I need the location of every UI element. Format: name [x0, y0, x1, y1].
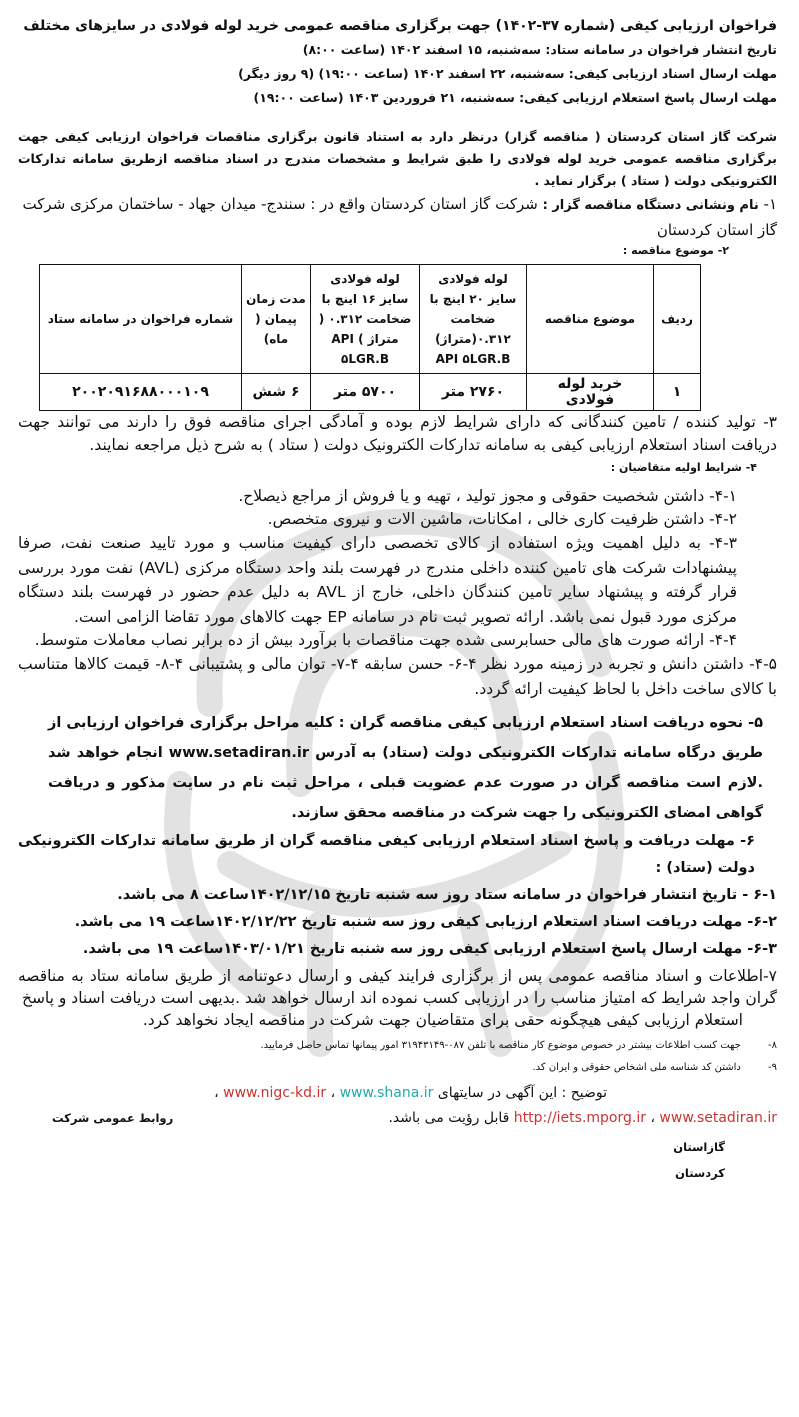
note-prefix: توضیح : این آگهی در سایتهای	[437, 1085, 607, 1101]
section-9-text: داشتن کد شناسه ملی اشخاص حقوقی و ایران کد.	[532, 1062, 741, 1073]
section-1-label: نام ونشانی دستگاه مناقصه گزار :	[542, 198, 759, 213]
section-1-number: ۱-	[763, 195, 777, 213]
list-item: ۴-۱- داشتن شخصیت حقوقی و مجوز تولید ، تهیه و یا فروش از مراجع ذیصلاح.	[238, 487, 737, 505]
intro-paragraph: شرکت گاز استان کردستان ( مناقصه گزار) درنظر دارد به استناد قانون برگزاری مناقصات فراخوان ارزیابی کیفی جهت برگزاری مناقصه عمومی خرید لوله فولادی را طبق شرایط و مشخصات مندرج در اسناد مناقصه ازطریق سامانه تدارکات الکترونیکی دولت ( ستاد ) برگزار نماید .	[18, 129, 777, 188]
section-6	[18, 828, 777, 963]
section-6-text: مهلت دریافت و پاسخ اسناد استعلام ارزیابی کیفی مناقصه گران از طریق سامانه تدارکات الکترونیکی دولت (ستاد) :	[18, 833, 755, 876]
separator: ،	[650, 1110, 655, 1126]
link-nigc-kd[interactable]: www.nigc-kd.ir	[223, 1085, 327, 1101]
header	[18, 14, 777, 110]
col-row: ردیف	[654, 265, 701, 374]
note-line-1	[18, 1081, 607, 1106]
section-7-text: ۷-اطلاعات و اسناد مناقصه عمومی پس از برگزاری فرایند کیفی و ارسال دعوتنامه از طریق سامانه ستاد به مناقصه گران واجد شرایط که امتیاز مناسب را در ارزیابی کسب نموده اند ارسال خواهد شد .بدیهی است دریافت اسناد و پاسخ	[18, 967, 777, 1007]
section-3	[18, 411, 777, 457]
cell-duration: ۶ شش	[242, 374, 311, 411]
signature-public-relations: روابط عمومی شرکت	[52, 1111, 174, 1125]
note-line-2	[18, 1106, 777, 1132]
section-7	[18, 965, 777, 1031]
cell-tender-no: ۲۰۰۲۰۹۱۶۸۸۰۰۰۱۰۹	[40, 374, 242, 411]
section-1-text: شرکت گاز استان کردستان واقع در : سنندج- میدان جهاد - ساختمان مرکزی شرکت گاز استان کردستان	[22, 195, 777, 239]
header-response-deadline: مهلت ارسال پاسخ استعلام ارزیابی کیفی: سه‌شنبه، ۲۱ فروردین ۱۴۰۳ (ساعت ۱۹:۰۰)	[253, 90, 777, 105]
link-setadiran[interactable]: www.setadiran.ir	[659, 1110, 777, 1126]
header-submission-deadline: مهلت ارسال اسناد ارزیابی کیفی: سه‌شنبه، ۲۲ اسفند ۱۴۰۲ (ساعت ۱۹:۰۰) (۹ روز دیگر)	[238, 66, 777, 81]
section-3-text: تولید کننده / تامین کنندگانی که دارای شرایط لازم بوده و آمادگی اجرای مناقصه فوق را دارند می توانند جهت دریافت اسناد استعلام ارزیابی کیفی به سامانه تدارکات الکترونیک دولت ( ستاد ) به شرح ذیل مراجعه نمایند.	[18, 413, 777, 454]
section-5-number: ۵-	[748, 715, 763, 731]
section-2-label: موضوع مناقصه :	[622, 244, 714, 257]
section-2-number: ۲-	[717, 244, 729, 257]
cell-pipe20: ۲۷۶۰ متر	[420, 374, 527, 411]
note-suffix: قابل رؤیت می باشد.	[388, 1110, 510, 1126]
signature-kurdistan: کردستان	[675, 1166, 725, 1180]
link-shana[interactable]: www.shana.ir	[339, 1085, 434, 1101]
section-3-number: ۳-	[763, 413, 777, 431]
section-5	[48, 708, 763, 828]
list-item: ۶-۲- مهلت دریافت اسناد استعلام ارزیابی کیفی روز سه شنبه تاریخ ۱۴۰۲/۱۲/۲۲ساعت ۱۹ می باشد.	[74, 914, 777, 930]
section-6-number: ۶-	[740, 833, 755, 849]
list-item: ۶-۳- مهلت ارسال پاسخ استعلام ارزیابی کیفی روز سه شنبه تاریخ ۱۴۰۳/۰۱/۲۱ساعت ۱۹ می باشد.	[82, 941, 777, 957]
link-iets-mporg[interactable]: http://iets.mporg.ir	[513, 1110, 646, 1126]
signature-gas-province: گازاستان	[673, 1140, 725, 1154]
col-tender-no: شماره فراخوان در سامانه ستاد	[40, 265, 242, 374]
cell-row: ۱	[654, 374, 701, 411]
section-4-items	[18, 485, 777, 702]
list-item: ۴-۴- ارائه صورت های مالی حسابرسی شده جهت مناقصات با برآورد بیش از ده برابر نصاب معاملات متوسط.	[34, 631, 737, 649]
list-item: ۶-۱ - تاریخ انتشار فراخوان در سامانه ستاد روز سه شنبه تاریخ ۱۴۰۲/۱۲/۱۵ساعت ۸ می باشد.	[117, 887, 777, 903]
section-9	[18, 1057, 777, 1079]
section-4	[18, 459, 757, 477]
section-7-text-continued: استعلام ارزیابی کیفی هیچگونه حقی برای متقاضیان جهت شرکت در مناقصه ایجاد نخواهد کرد.	[142, 1011, 743, 1029]
list-item: ۴-۵- داشتن دانش و تجربه در زمینه مورد نظر ۴-۶- حسن سابقه ۴-۷- توان مالی و پشتیبانی ۴-۸- قیمت کالاها متناسب با کالای ساخت داخل با لحاظ کیفیت ارائه گردد.	[18, 655, 777, 698]
section-2	[18, 242, 729, 260]
col-pipe20: لوله فولادی سایز ۲۰ اینچ با ضخامت ۰.۳۱۲(متراژ) API ۵LGR.B	[420, 265, 527, 374]
header-publish-date: تاریخ انتشار فراخوان در سامانه ستاد: سه‌شنبه، ۱۵ اسفند ۱۴۰۲ (ساعت ۸:۰۰)	[302, 42, 777, 57]
section-5-text: نحوه دریافت اسناد استعلام ارزیابی کیفی مناقصه گران : کلیه مراحل برگزاری فراخوان ارزیابی از طریق درگاه سامانه تدارکات الکترونیکی دولت (ستاد) به آدرس www.setadiran.ir انجام خواهد شد .لازم است مناقصه گران در صورت عدم عضویت قبلی ، مراحل ثبت نام در سایت مذکور و دریافت گواهی امضای الکترونیکی را جهت شرکت در مناقصه محقق سازند.	[48, 715, 763, 821]
section-6-heading	[18, 828, 755, 882]
col-pipe16: لوله فولادی سایز ۱۶ اینچ با ضخامت ۰.۳۱۲ ( متراژ ) API ۵LGR.B	[311, 265, 420, 374]
section-8-number: ۸-	[768, 1040, 777, 1051]
cell-subject: خرید لوله فولادی	[527, 374, 654, 411]
section-1	[18, 192, 777, 242]
separator: ،	[330, 1085, 336, 1101]
announcement	[0, 14, 799, 1186]
header-title: فراخوان ارزیابی کیفی (شماره ۳۷-۱۴۰۲) جهت برگزاری مناقصه عمومی خرید لوله فولادی در سایزهای مختلف	[23, 18, 777, 34]
section-8-text: جهت کسب اطلاعات بیشتر در خصوص موضوع کار مناقصه با تلفن ۰۸۷-۳۱۹۴۳۱۴۹ امور پیمانها تماس حاصل فرمایید.	[260, 1040, 741, 1051]
tender-table-header	[40, 265, 701, 374]
tender-table	[39, 264, 701, 411]
list-item: ۴-۳- به دلیل اهمیت ویژه استفاده از کالای تخصصی دارای کیفیت مناسب و مورد تایید صنعت نفت، صرفا پیشنهادات شرکت های تامین کننده داخلی مندرج در فهرست بلند واحد دستگاه مرکزی (AVL) نفت مورد بررسی قرار گرفته و پیشنهاد سایر تامین کنندگان داخلی، خارج از AVL به دلیل عدم حضور در فهرست بلند دستگاه مرکزی مورد قبول نمی باشد. ارائه تصویر ثبت نام در سامانه EP جهت کالاهای مورد تقاضا الزامی است.	[18, 534, 737, 626]
section-4-label: شرایط اولیه متقاضیان :	[610, 461, 742, 474]
list-item: ۴-۲- داشتن ظرفیت کاری خالی ، امکانات، ماشین الات و نیروی متخصص.	[267, 510, 737, 528]
col-duration: مدت زمان پیمان ( ماه)	[242, 265, 311, 374]
section-9-number: ۹-	[768, 1062, 777, 1073]
note-links-group	[388, 1106, 777, 1131]
cell-pipe16: ۵۷۰۰ متر	[311, 374, 420, 411]
section-4-number: ۴-	[745, 461, 757, 474]
section-8	[18, 1035, 777, 1057]
separator: ،	[214, 1085, 219, 1101]
table-row	[40, 374, 701, 411]
col-subject: موضوع مناقصه	[527, 265, 654, 374]
